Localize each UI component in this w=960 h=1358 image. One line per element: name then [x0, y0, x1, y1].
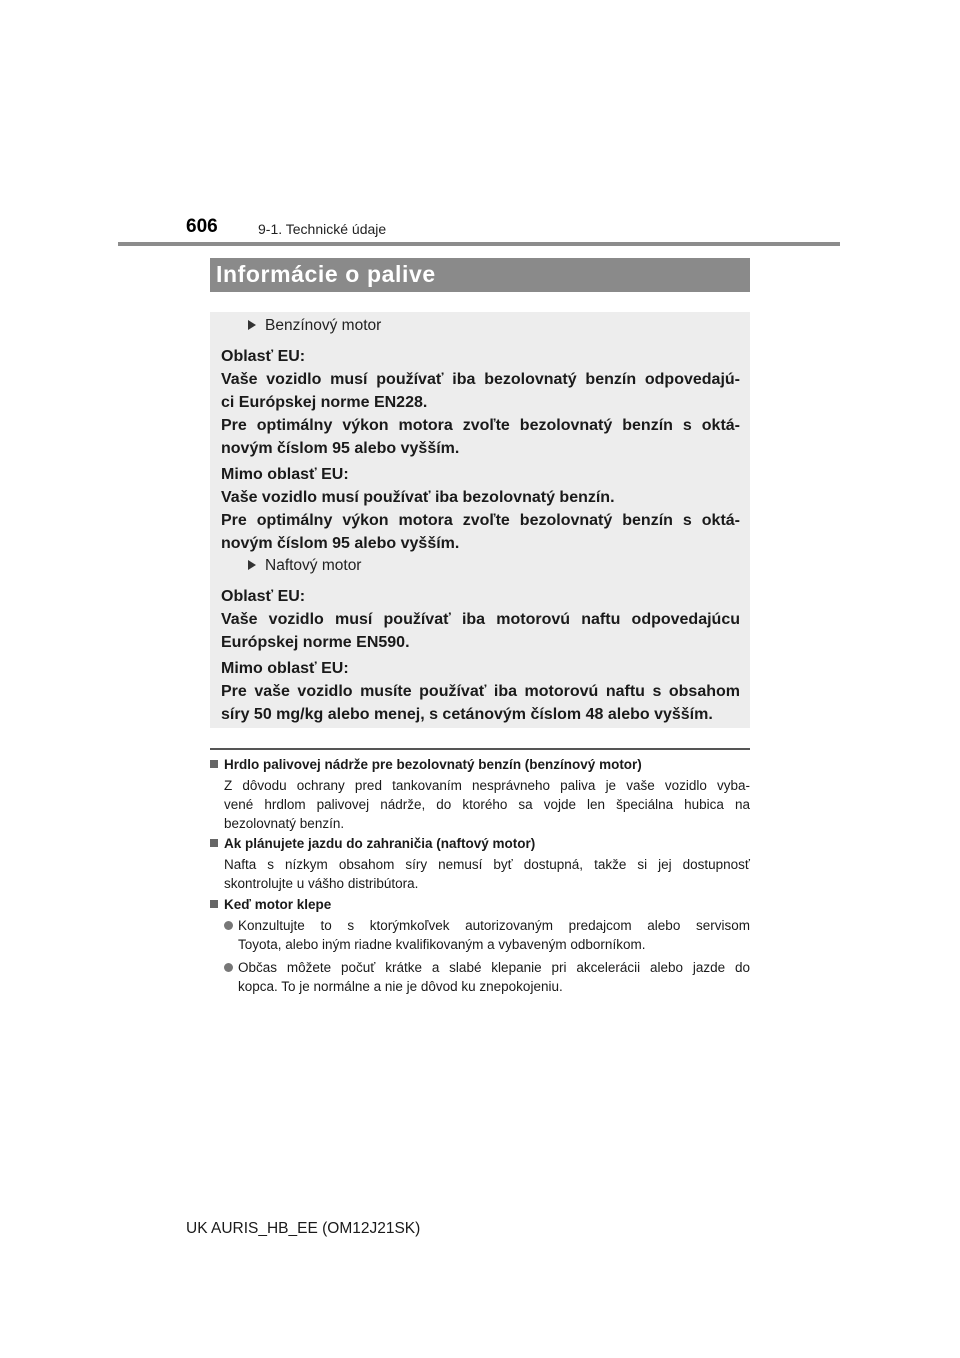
section-label: 9-1. Technické údaje	[258, 221, 387, 237]
bullet-text-line: Toyota, alebo iným riadne kvalifikovaným a vybaveným odborníkom.	[238, 937, 646, 952]
note-heading-text: Keď motor klepe	[224, 897, 332, 912]
title-bar	[210, 258, 750, 292]
petrol-noneu-line: Pre optimálny výkon motora zvoľte bezolovnatý benzín s oktá-	[221, 512, 740, 529]
square-bullet-icon	[210, 760, 218, 768]
petrol-eu-line: Pre optimálny výkon motora zvoľte bezolovnatý benzín s oktá-	[221, 417, 740, 434]
page-number: 606	[186, 216, 218, 237]
petrol-eu-line: novým číslom 95 alebo vyšším.	[221, 440, 460, 457]
square-bullet-icon	[210, 839, 218, 847]
diesel-noneu-line: Pre vaše vozidlo musíte používať iba motorovú naftu s obsahom	[221, 683, 740, 700]
header-rule	[118, 242, 840, 246]
diesel-eu-line: Vaše vozidlo musí používať iba motorovú naftu odpovedajúcu	[221, 611, 740, 628]
bullet-text-line: kopca. To je normálne a nie je dôvod ku znepokojeniu.	[238, 979, 563, 994]
petrol-noneu-line: Vaše vozidlo musí používať iba bezolovnatý benzín.	[221, 489, 615, 506]
diesel-noneu-label: Mimo oblasť EU:	[221, 660, 349, 677]
bullet-text-line: Konzultujte to s ktorýmkoľvek autorizovaným predajcom alebo servisom	[238, 918, 750, 933]
page-title: Informácie o palive	[216, 261, 436, 287]
triangle-bullet-icon	[248, 320, 256, 330]
note-text-line: Nafta s nízkym obsahom síry nemusí byť dostupná, takže si jej dostupnosť	[224, 857, 750, 872]
note-text-line: vené hrdlom palivovej nádrže, do ktorého sa vojde len špeciálna hubica na	[224, 797, 750, 812]
footer-document-id: UK AURIS_HB_EE (OM12J21SK)	[186, 1220, 421, 1237]
notes-rule	[210, 748, 750, 750]
petrol-eu-label: Oblasť EU:	[221, 348, 306, 365]
diesel-engine-label: Naftový motor	[265, 557, 362, 574]
diesel-eu-label: Oblasť EU:	[221, 588, 306, 605]
diesel-noneu-line: síry 50 mg/kg alebo menej, s cetánovým číslom 48 alebo vyšším.	[221, 706, 713, 723]
diesel-eu-line: Európskej norme EN590.	[221, 634, 410, 651]
circle-bullet-icon	[224, 963, 233, 972]
circle-bullet-icon	[224, 921, 233, 930]
note-text-line: bezolovnatý benzín.	[224, 816, 345, 831]
petrol-noneu-line: novým číslom 95 alebo vyšším.	[221, 535, 460, 552]
diesel-engine-heading	[248, 557, 361, 575]
note-heading-knocking	[210, 897, 331, 912]
note-heading-text: Hrdlo palivovej nádrže pre bezolovnatý benzín (benzínový motor)	[224, 757, 642, 772]
bullet-text-line: Občas môžete počuť krátke a slabé klepanie pri akcelerácii alebo jazde do	[238, 960, 750, 975]
fuel-info-box	[210, 312, 750, 728]
square-bullet-icon	[210, 900, 218, 908]
note-text-line: skontrolujte u vášho distribútora.	[224, 876, 419, 891]
petrol-eu-line: Vaše vozidlo musí používať iba bezolovnatý benzín odpovedajú-	[221, 371, 740, 388]
petrol-engine-label: Benzínový motor	[265, 317, 382, 334]
note-heading-fuel-filler	[210, 757, 642, 772]
note-text-line: Z dôvodu ochrany pred tankovaním nesprávneho paliva je vaše vozidlo vyba-	[224, 778, 750, 793]
petrol-noneu-label: Mimo oblasť EU:	[221, 466, 349, 483]
note-heading-text: Ak plánujete jazdu do zahraničia (naftový motor)	[224, 836, 536, 851]
triangle-bullet-icon	[248, 560, 256, 570]
petrol-engine-heading	[248, 317, 381, 335]
petrol-eu-line: ci Európskej norme EN228.	[221, 394, 428, 411]
note-heading-abroad	[210, 836, 535, 851]
